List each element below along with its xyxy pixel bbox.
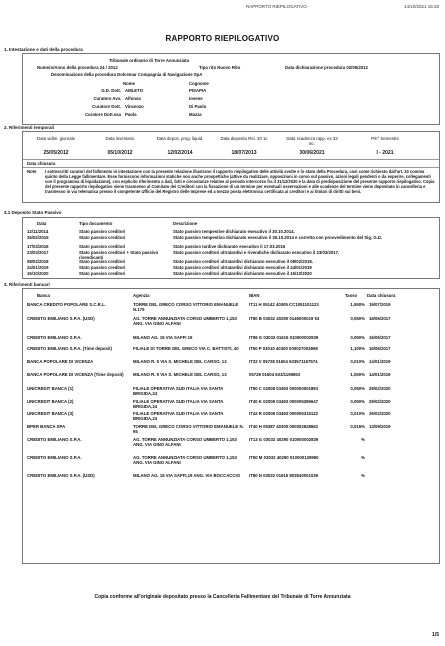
row-tipo: Stato passivo creditori (79, 271, 126, 276)
row-desc: Stato passivo tempestive dichiarato esecutivo il 30.10.2014. (173, 229, 295, 234)
row-data: 26/02/2015 (27, 235, 49, 240)
person-nome: AMLETO (125, 88, 144, 93)
section1-heading: 1. Intestazione e dati della procedura (4, 47, 83, 52)
bank-iban: IT50 P 03010 40300 000027003868 (249, 346, 318, 351)
bank-chiusura: 16/06/2017 (369, 346, 391, 351)
bank-tasso: 1,550% (350, 302, 365, 307)
row-desc: Stato passivo creditori ultratardivi dichiarato esecutivo il 15/10/2020 (173, 271, 312, 276)
bank-iban: IT80 B 03032 40290 0149000019 53 (249, 316, 320, 321)
bank-agenzia: MILANO R. 5 VIA S. MICHELE DEL CARSO, 13 (133, 372, 227, 377)
section1-box (22, 53, 440, 125)
bank-agenzia: FILIALE OPERATIVA SUD ITALIA VIA SANTA BRIGIDA,24 (133, 386, 224, 397)
temporal-value: 30/06/2021 (299, 150, 325, 156)
bank-tasso: % (361, 437, 365, 442)
person-nome: Paola (125, 112, 137, 117)
footer-note: Copia conforme all'originale depositato presso la Cancelleria Fallimentare del Tribunale di Torre Annunziata (94, 594, 351, 600)
bank-agenzia: MILANO AG. 15 VIA SAFFI 19 (133, 335, 193, 340)
bank-name: BANCA POPOLARE DI VICENZA (Time deposit) (27, 372, 124, 377)
bank-agenzia: MILANO AG. 15 VIA SAFFI,19 ANG. VIA BOCCACCIO (133, 473, 241, 478)
row-data: 08/02/2018 (27, 259, 49, 264)
person-cognome: Iovene (189, 96, 203, 101)
numero-anno: Numero/Anno della procedura 24 / 2012 (37, 65, 118, 70)
bank-iban: 05728 01604 633/1159853 (249, 372, 301, 377)
bank-tasso: 0,050% (350, 386, 365, 391)
row-data: 24/01/2019 (27, 265, 49, 270)
section3-box (22, 217, 440, 279)
temporal-value: 05/10/2012 (107, 150, 133, 156)
person-cognome: PISAPIA (189, 88, 207, 93)
data-dichiarazione: Data dichiarazione procedura 02/05/2012 (285, 65, 368, 70)
temporal-header: Data deposito Rel. 33 1c (220, 136, 268, 141)
bank-name: UNICREDIT BANCA (2) (27, 399, 74, 404)
bank-name: CREDITO EMILIANO S.P.A. (USD) (27, 473, 95, 478)
bank-iban: IT40 K 02008 03493 000005395647 (249, 399, 319, 404)
temporal-header: P/II° Semestre (371, 136, 399, 141)
temporal-header: Data scadenza rapp. ex 33 5c. (286, 136, 338, 147)
bank-agenzia: FILIALE OPERATIVA SUD ITALIA VIA SANTA BRIGIDA,24 (133, 411, 224, 422)
row-data: 15/10/2020 (27, 271, 49, 276)
bank-tasso: 0,010% (350, 359, 365, 364)
tribunale: Tribunale ordinario di Torre Annunziata (109, 58, 189, 63)
bank-name: BANCA POPOLARE DI VICENZA (27, 359, 94, 364)
bank-name: UNICREDIT BANCA (3) (27, 411, 74, 416)
bank-iban: IT50 M 03032 40290 010000129950 (249, 455, 319, 460)
person-role: Curatore Avv. (93, 96, 121, 101)
col-tasso: Tasso (345, 293, 358, 298)
data-chiusura-label: Data chiusura (27, 161, 56, 166)
bank-agenzia: FILIALE DI TORRE DEL GRECO VIA C. BATTISTI, 40 (133, 346, 239, 351)
col-cognome: Cognome (189, 81, 209, 86)
bank-chiusura: 16/06/2017 (369, 316, 391, 321)
bank-chiusura: 14/01/2019 (369, 359, 391, 364)
bank-chiusura: 19/07/2019 (369, 302, 391, 307)
section4-heading: 3. Riferimenti bancari (4, 282, 50, 287)
bank-iban: IT42 R 02008 03493 000005315122 (249, 411, 319, 416)
person-cognome: Di Paolo (189, 104, 207, 109)
row-data: 17/03/2016 (27, 244, 49, 249)
person-role: Curatore Dott.ssa (84, 112, 121, 117)
bank-agenzia: AG. TORRE ANNUNZIATA CORSO UMBERTO 1,153 ANG. VIA GINO ALFANI (133, 437, 237, 448)
col-banca: Banca (37, 293, 50, 298)
bank-chiusura: 14/01/2019 (369, 372, 391, 377)
bank-tasso: 1,050% (350, 372, 365, 377)
col-data: Data (37, 221, 47, 226)
bank-agenzia: MILANO R. 5 VIA S. MICHELE DEL CARSO, 13 (133, 359, 227, 364)
bank-name: CREDITO EMILIANO S.P.A. (27, 455, 82, 460)
col-agenzia: Agenzia (133, 293, 150, 298)
bank-tasso: 0,015% (350, 424, 365, 429)
bank-iban: IT32 V 05728 01604 633571157574 (249, 359, 318, 364)
temporal-value: I - 2021 (376, 150, 394, 156)
bank-tasso: 0,050% (350, 316, 365, 321)
bank-tasso: 0,010% (350, 411, 365, 416)
bank-agenzia: AG. TORRE ANNUNZIATA CORSO UMBERTO 1,153 ANG. VIA GINO ALFANI (133, 455, 237, 466)
bank-name: UNICREDIT BANCA (1) (27, 386, 74, 391)
bank-name: CREDITO EMILIANO S.P.A. (USD) (27, 316, 95, 321)
row-tipo: Stato passivo creditori + Stato passivo rivendicanti (79, 250, 159, 261)
note-text: I sottoscritti curatori del fallimento in intestazione con la presente relazione illustrano il rapporto riepilogativo delle attività svolte e lo stato della Procedura, così come richiesto dall'art. 33 comma quinto della Legge fallimentare. Esse forniscono informazioni statiche non anche prospettiche (attive da realizzare, opposizioni in corso sul passivo, azioni legali pendenti o da esperire, collegamenti con il programma di liquidazione), con esplicito riferimento a dati, fatti e circostanze relative al periodo intercorso fra il 31/12/2020 e la data di predisposizione del presente rapporto riepilogativo. Copia del presente rapporto riepilogativo viene trasmesso al Comitato dei Creditori con la fissazione di un termine per eventuali osservazioni e alle scadenze del termine viene depositato in cancelleria e trasmesso in via telematica presso il competente Ufficio del Registro delle Imprese ed a mezzo posta elettronica certificata ai creditori e ai titolari di diritti sui beni. (45, 169, 435, 194)
row-tipo: Stato passivo creditori (79, 244, 126, 249)
bank-tasso: 0,050% (350, 399, 365, 404)
bank-chiusura: 29/02/2020 (369, 411, 391, 416)
bank-iban: IT96 G 03032 01615 010000002839 (249, 335, 319, 340)
row-desc: Stato passivo creditori ultratardivi dichiarato esecutivo il 24/01/2019 (173, 265, 312, 270)
bank-chiusura: 16/06/2017 (369, 335, 391, 340)
bank-tasso: % (361, 473, 365, 478)
row-data: 23/03/2017 (27, 250, 49, 255)
bank-name: CREDITO EMILIANO S.P.A. (27, 437, 82, 442)
row-desc: Stato passivo creditori ultratardivi dichiarato esecutivo il 08/02/2018. (173, 259, 313, 264)
denominazione: Denominazione della procedura Dolcemar Compagnia di Navigazione SpA (51, 72, 203, 77)
bank-name: BANCA CREDITO POPOLARE S.C.R.L. (27, 302, 106, 307)
bank-iban: IT11 H 05142 40305 CC1051101123 (249, 302, 319, 307)
section3-heading: 3.1 Deposito Stato Passivo (4, 210, 62, 215)
bank-chiusura: 29/02/2020 (369, 386, 391, 391)
col-iban: IBAN (249, 293, 260, 298)
col-desc: Descrizione (173, 221, 198, 226)
page-title: RAPPORTO RIEPILOGATIVO (165, 34, 280, 43)
person-role: Curatore Dott. (92, 104, 121, 109)
bank-chiusura: 29/02/2020 (369, 399, 391, 404)
person-role: G.D. Dott. (101, 88, 121, 93)
bank-agenzia: TORRE DEL GRECO CORSO VITTORIO EMANUELE N.175 (133, 302, 239, 313)
page-header (0, 4, 445, 12)
bank-agenzia: AG. TORRE ANNUNZIATA CORSO UMBERTO 1,153 ANG. VIA GINO ALFANI (133, 316, 237, 327)
row-tipo: Stato passivo creditori (79, 265, 126, 270)
bank-name: BPER BANCA SPA (27, 424, 66, 429)
col-tipo: Tipo documento (79, 221, 113, 226)
row-data: 12/11/2014 (27, 229, 49, 234)
row-desc: Stato passivo tempestivo dichiarato esecutivo il 30.10.2014 e corretto con provvedimento del Sig. G.D. (173, 235, 383, 240)
bank-iban: IT40 H 05387 40300 000002628662 (249, 424, 319, 429)
person-nome: Vincenzo (125, 104, 144, 109)
header-doc-name: RAPPORTO RIEPILOGATIVO (246, 4, 307, 9)
person-nome: Alfonso (125, 96, 141, 101)
bank-iban: IT90 C 02008 03493 000000001893 (249, 386, 319, 391)
row-tipo: Stato passivo creditori (79, 259, 126, 264)
bank-chiusura: 13/09/2019 (369, 424, 391, 429)
col-nome: Nome (123, 81, 135, 86)
section2-box (22, 131, 440, 203)
section2-heading: 2. Riferimenti temporali (4, 125, 55, 130)
bank-tasso: 1,100% (350, 346, 365, 351)
section4-box (22, 288, 440, 564)
person-cognome: Mazza (189, 112, 202, 117)
bank-name: CREDITO EMILIANO S.P.A. (Time deposit) (27, 346, 112, 351)
bank-name: CREDITO EMILIANO S.P.A. (27, 335, 82, 340)
temporal-value: 25/05/2012 (43, 150, 69, 156)
tipo-rito: Tipo rito Nuovo Rito (199, 65, 241, 70)
bank-iban: IT80 N 03032 01615 803840001039 (249, 473, 319, 478)
note-label: Note (27, 169, 37, 174)
col-chiusura: Data chiusura (367, 293, 396, 298)
temporal-header: Data inventario (105, 136, 135, 141)
page-number: 1/5 (432, 632, 439, 638)
row-desc: Stato passivo creditori ultratardivi e rivendiche dichiarato esecutivo il 23/03/2017. (173, 250, 340, 255)
bank-agenzia: FILIALE OPERATIVA SUD ITALIA VIA SANTA BRIGIDA,24 (133, 399, 224, 410)
temporal-header: Data depos. prog. liquid. (156, 136, 204, 141)
row-tipo: Stato passivo creditori (79, 229, 126, 234)
temporal-header: Data vidim. giornale (37, 136, 75, 141)
bank-agenzia: TORRE DEL GRECO CORSO VITTORIO EMANUELE N. 65 (133, 424, 244, 435)
temporal-value: 18/07/2013 (231, 150, 257, 156)
row-desc: Stato passivo tardive dichiarato esecutivo il 17.03.2016 (173, 244, 286, 249)
bank-tasso: 0,050% (350, 335, 365, 340)
header-datetime: 14/10/2021 15:33 (403, 4, 439, 9)
bank-tasso: % (361, 455, 365, 460)
bank-iban: IT13 G 03032 40290 010000002839 (249, 437, 319, 442)
row-tipo: Stato passivo creditori (79, 235, 126, 240)
temporal-value: 12/02/2014 (167, 150, 193, 156)
